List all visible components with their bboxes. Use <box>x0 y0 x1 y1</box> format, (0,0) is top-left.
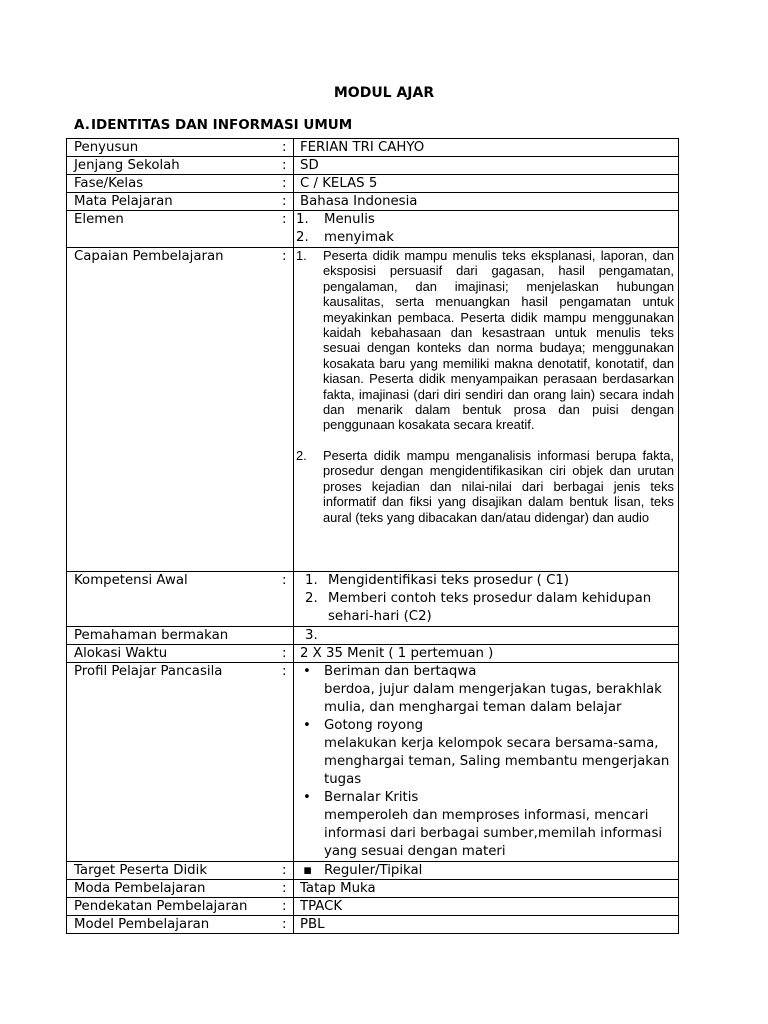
row-mata-pelajaran <box>67 193 679 211</box>
list-item <box>296 248 674 433</box>
item-number: 2. <box>305 591 318 606</box>
row-penyusun <box>67 139 679 157</box>
label-model-pembelajaran: Model Pembelajaran <box>74 917 210 932</box>
label-alokasi-waktu: Alokasi Waktu <box>74 646 168 661</box>
item-text: Peserta didik mampu menulis teks eksplanasi, laporan, dan eksposisi persuasif dari gagasan, hasil pengamatan, pengalaman, dan imajinasi; menjelaskan hubungan kausalitas, serta menuangkan hasil pengamatan untuk meyakinkan pembaca. Peserta didik mampu menggunakan kaidah kebahasaan dan kesastraan untuk menulis teks sesuai dengan konteks dan norma budaya; menggunakan kosakata baru yang memiliki makna denotatif, konotatif, dan kiasan. Peserta didik menyampaikan perasaan berdasarkan fakta, imajinasi (dari diri sendiri dan orang lain) secara indah dan menarik dalam bentuk prosa dan puisi dengan penggunaan kosakata secara kreatif. <box>323 248 674 433</box>
colon: : <box>282 176 287 191</box>
value-fase-kelas: C / KELAS 5 <box>294 175 679 193</box>
square-bullet-icon: ▪ <box>303 863 313 878</box>
profil-heading: Gotong royong <box>324 718 424 733</box>
colon: : <box>282 158 287 173</box>
item-text: Menulis <box>324 212 375 227</box>
row-elemen <box>67 211 679 248</box>
list-item <box>300 572 678 590</box>
elemen-list <box>296 211 678 247</box>
document-title: MODUL AJAR <box>333 85 435 101</box>
row-target-peserta-didik <box>67 862 679 880</box>
item-number: 1. <box>296 212 309 227</box>
value-target-peserta-didik: Reguler/Tipikal <box>324 863 423 878</box>
bullet-icon: • <box>303 718 311 733</box>
item-text: Peserta didik mampu menganalisis informasi berupa fakta, prosedur dengan mengidentifikasikan ciri objek dan urutan proses kejadian dan nilai-nilai dari berbagai jenis teks informatif dan fiksi yang disajikan dalam bentuk lisan, teks aural (teks yang dibacakan dan/atau didengar) dan audio <box>323 447 674 525</box>
capaian-list <box>296 248 678 525</box>
kompetensi-list <box>300 572 678 626</box>
colon: : <box>282 881 287 896</box>
row-model-pembelajaran <box>67 916 679 934</box>
colon: : <box>282 140 287 155</box>
value-penyusun: FERIAN TRI CAHYO <box>294 139 679 157</box>
profil-heading: Beriman dan bertaqwa <box>324 664 477 679</box>
section-heading <box>74 117 352 133</box>
list-item <box>300 789 678 861</box>
item-number: 1. <box>296 248 307 263</box>
colon: : <box>282 646 287 661</box>
list-item <box>296 211 678 229</box>
row-pendekatan-pembelajaran <box>67 898 679 916</box>
colon: : <box>282 249 287 264</box>
colon: : <box>282 573 287 588</box>
colon: : <box>282 863 287 878</box>
value-jenjang-sekolah: SD <box>294 157 679 175</box>
section-heading-text: IDENTITAS DAN INFORMASI UMUM <box>91 117 353 133</box>
label-moda-pembelajaran: Moda Pembelajaran <box>74 881 206 896</box>
profil-description: berdoa, jujur dalam mengerjakan tugas, berakhlak mulia, dan menghargai teman dalam belajar <box>324 682 662 715</box>
section-letter: A. <box>74 117 90 133</box>
profil-description: memperoleh dan memproses informasi, mencari informasi dari berbagai sumber,memilah informasi yang sesuai dengan materi <box>324 808 663 859</box>
label-capaian-pembelajaran: Capaian Pembelajaran <box>74 249 224 264</box>
row-jenjang-sekolah <box>67 157 679 175</box>
row-pemahaman-bermakna <box>67 627 679 645</box>
value-moda-pembelajaran: Tatap Muka <box>294 880 679 898</box>
colon: : <box>282 664 287 679</box>
identity-table <box>66 138 679 934</box>
row-capaian-pembelajaran <box>67 248 679 572</box>
colon: : <box>282 899 287 914</box>
row-moda-pembelajaran <box>67 880 679 898</box>
target-list <box>300 862 678 879</box>
profil-list <box>300 663 678 861</box>
colon: : <box>282 212 287 227</box>
pemahaman-number: 3. <box>305 628 318 643</box>
item-text: Memberi contoh teks prosedur dalam kehidupan sehari-hari (C2) <box>328 591 652 624</box>
bullet-icon: • <box>303 664 311 679</box>
list-item <box>300 717 678 789</box>
label-profil-pelajar-pancasila: Profil Pelajar Pancasila <box>74 664 223 679</box>
list-item <box>296 229 678 247</box>
list-item <box>300 663 678 717</box>
profil-heading: Bernalar Kritis <box>324 790 419 805</box>
value-alokasi-waktu: 2 X 35 Menit ( 1 pertemuan ) <box>294 645 679 663</box>
label-kompetensi-awal: Kompetensi Awal <box>74 573 188 588</box>
label-jenjang-sekolah: Jenjang Sekolah <box>74 158 180 173</box>
row-kompetensi-awal <box>67 572 679 627</box>
label-fase-kelas: Fase/Kelas <box>74 176 144 191</box>
bullet-icon: • <box>303 790 311 805</box>
label-penyusun: Penyusun <box>74 140 139 155</box>
value-model-pembelajaran: PBL <box>294 916 679 934</box>
colon: : <box>282 194 287 209</box>
colon: : <box>282 917 287 932</box>
label-target-peserta-didik: Target Peserta Didik <box>74 863 208 878</box>
list-item <box>296 447 674 525</box>
label-elemen: Elemen <box>74 212 124 227</box>
item-text: Mengidentifikasi teks prosedur ( C1) <box>328 573 570 588</box>
label-pemahaman-bermakna: Pemahaman bermakan <box>74 628 229 643</box>
item-number: 1. <box>305 573 318 588</box>
item-number: 2. <box>296 447 307 463</box>
row-alokasi-waktu <box>67 645 679 663</box>
profil-description: melakukan kerja kelompok secara bersama-sama, menghargai teman, Saling membantu mengerjakan tugas <box>324 736 670 787</box>
list-item <box>300 590 678 626</box>
label-mata-pelajaran: Mata Pelajaran <box>74 194 173 209</box>
row-profil-pelajar-pancasila <box>67 663 679 862</box>
value-pendekatan-pembelajaran: TPACK <box>294 898 679 916</box>
item-number: 2. <box>296 230 309 245</box>
item-text: menyimak <box>324 230 394 245</box>
label-pendekatan-pembelajaran: Pendekatan Pembelajaran <box>74 899 248 914</box>
row-fase-kelas <box>67 175 679 193</box>
list-item <box>300 862 678 879</box>
value-mata-pelajaran: Bahasa Indonesia <box>294 193 679 211</box>
